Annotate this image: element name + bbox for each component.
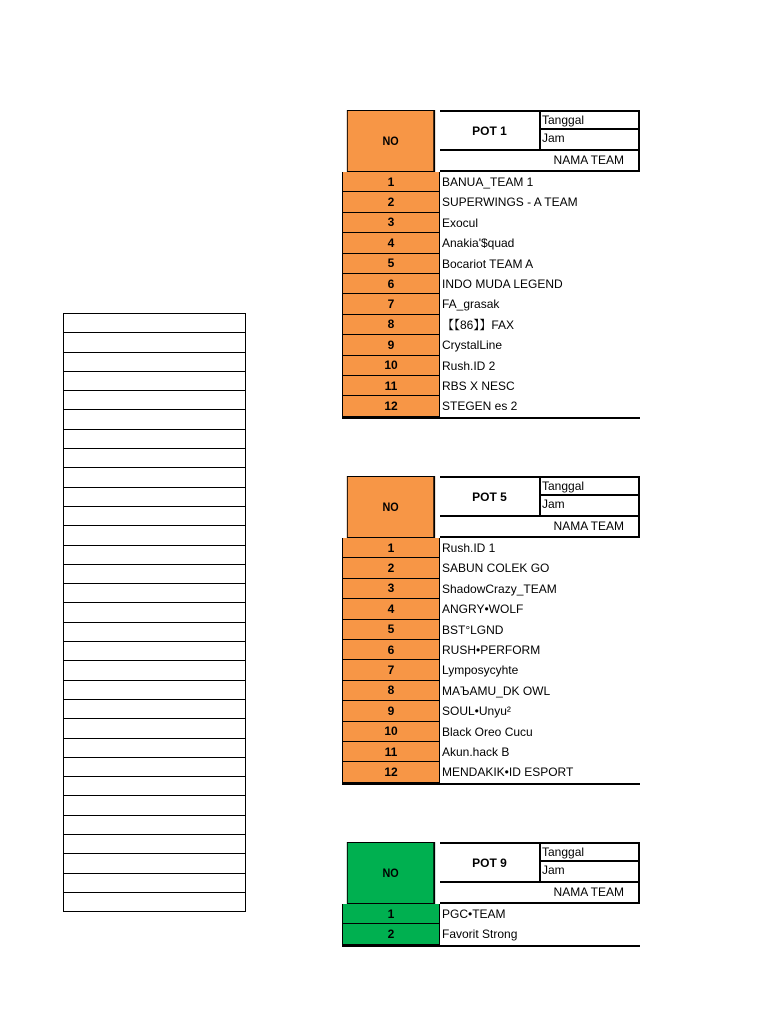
team-list [342, 172, 640, 419]
empty-grid-cell [64, 546, 245, 565]
empty-grid-cell [64, 739, 245, 758]
empty-grid-cell [64, 816, 245, 835]
table-row [342, 233, 640, 253]
row-number: 10 [342, 722, 440, 742]
pot-header [342, 110, 640, 172]
table-row [342, 762, 640, 782]
table-row [342, 274, 640, 294]
table-row [342, 742, 640, 762]
pot-title: POT 5 [440, 476, 539, 517]
pot-header [342, 476, 640, 538]
row-number: 5 [342, 254, 440, 274]
no-header: NO [347, 842, 435, 904]
row-number: 4 [342, 233, 440, 253]
empty-grid-cell [64, 584, 245, 603]
jam-label: Jam [539, 130, 640, 151]
team-list [342, 538, 640, 785]
table-row [342, 192, 640, 212]
tanggal-label: Tanggal [539, 110, 640, 130]
team-name: Anakia'$quad [442, 236, 515, 251]
row-number: 1 [342, 172, 440, 192]
pot-header [342, 842, 640, 904]
row-number: 11 [342, 376, 440, 396]
empty-grid-cell [64, 333, 245, 352]
team-name: ShadowCrazy_TEAM [442, 581, 557, 596]
team-name: Lymposycyhte [442, 663, 519, 678]
team-name: STEGEN es 2 [442, 399, 518, 414]
empty-grid [63, 313, 246, 912]
empty-grid-cell [64, 468, 245, 487]
empty-grid-cell [64, 835, 245, 854]
table-row [342, 924, 640, 944]
no-header: NO [347, 110, 435, 172]
empty-grid-cell [64, 874, 245, 893]
table-row [342, 620, 640, 640]
team-name: BST°LGND [442, 622, 504, 637]
row-number: 1 [342, 538, 440, 558]
row-number: 7 [342, 660, 440, 680]
team-name: Black Oreo Cucu [442, 724, 533, 739]
row-number: 4 [342, 599, 440, 619]
nama-team-header: NAMA TEAM [440, 151, 640, 172]
table-row [342, 681, 640, 701]
table-row [342, 558, 640, 578]
team-name: PGC•TEAM [442, 907, 506, 921]
team-name: Favorit Strong [442, 927, 518, 942]
team-name: MAЪAMU_DK OWL [442, 683, 551, 698]
table-row [342, 904, 640, 924]
table-row [342, 213, 640, 233]
table-row [342, 722, 640, 742]
team-name: SABUN COLEK GO [442, 561, 550, 576]
nama-team-header: NAMA TEAM [440, 517, 640, 538]
no-header: NO [347, 476, 435, 538]
row-number: 10 [342, 356, 440, 376]
jam-label: Jam [539, 496, 640, 517]
empty-grid-cell [64, 603, 245, 622]
team-name: FA_grasak [442, 297, 500, 312]
table-row [342, 315, 640, 335]
row-number: 3 [342, 579, 440, 599]
team-name: RBS X NESC [442, 378, 515, 393]
team-name: RUSH•PERFORM [442, 642, 541, 657]
team-name: Rush.ID 1 [442, 541, 496, 555]
table-row [342, 335, 640, 355]
empty-grid-cell [64, 410, 245, 429]
team-name: SOUL•Unyu² [442, 704, 511, 719]
empty-grid-cell [64, 526, 245, 545]
empty-grid-cell [64, 314, 245, 333]
empty-grid-cell [64, 391, 245, 410]
table-row [342, 538, 640, 558]
empty-grid-cell [64, 719, 245, 738]
row-number: 12 [342, 762, 440, 782]
team-name: BANUA_TEAM 1 [442, 175, 534, 189]
table-row [342, 396, 640, 416]
empty-grid-cell [64, 796, 245, 815]
team-name: Akun.hack B [442, 744, 510, 759]
pot-9-table [342, 842, 640, 947]
nama-team-header: NAMA TEAM [440, 883, 640, 904]
team-name: Rush.ID 2 [442, 358, 496, 373]
empty-grid-cell [64, 758, 245, 777]
team-name: 【【86】】FAX [442, 317, 515, 332]
team-name: Bocariot TEAM A [442, 256, 534, 271]
empty-grid-cell [64, 565, 245, 584]
row-number: 11 [342, 742, 440, 762]
team-list [342, 904, 640, 947]
empty-grid-cell [64, 893, 245, 912]
empty-grid-cell [64, 777, 245, 796]
team-name: SUPERWINGS - A TEAM [442, 195, 578, 210]
empty-grid-cell [64, 488, 245, 507]
table-row [342, 599, 640, 619]
row-number: 5 [342, 620, 440, 640]
table-row [342, 172, 640, 192]
table-row [342, 701, 640, 721]
empty-grid-cell [64, 430, 245, 449]
row-number: 2 [342, 924, 440, 944]
row-number: 3 [342, 213, 440, 233]
pot-1-table [342, 110, 640, 419]
pot-title: POT 1 [440, 110, 539, 151]
tanggal-label: Tanggal [539, 476, 640, 496]
row-number: 8 [342, 681, 440, 701]
table-row [342, 254, 640, 274]
empty-grid-cell [64, 372, 245, 391]
table-row [342, 356, 640, 376]
row-number: 1 [342, 904, 440, 924]
empty-grid-cell [64, 507, 245, 526]
team-name: CrystalLine [442, 338, 503, 353]
team-name: Exocul [442, 215, 479, 230]
empty-grid-cell [64, 642, 245, 661]
row-number: 6 [342, 640, 440, 660]
empty-grid-cell [64, 353, 245, 372]
row-number: 6 [342, 274, 440, 294]
row-number: 8 [342, 315, 440, 335]
table-row [342, 640, 640, 660]
table-row [342, 294, 640, 314]
empty-grid-cell [64, 854, 245, 873]
row-number: 7 [342, 294, 440, 314]
table-row [342, 376, 640, 396]
team-name: INDO MUDA LEGEND [442, 276, 563, 291]
tanggal-label: Tanggal [539, 842, 640, 862]
team-name: MENDAKIK•ID ESPORT [442, 765, 574, 780]
row-number: 9 [342, 335, 440, 355]
empty-grid-cell [64, 700, 245, 719]
row-number: 2 [342, 558, 440, 578]
team-name: ANGRY•WOLF [442, 602, 524, 617]
empty-grid-cell [64, 681, 245, 700]
jam-label: Jam [539, 862, 640, 883]
row-number: 2 [342, 192, 440, 212]
empty-grid-cell [64, 661, 245, 680]
table-row [342, 579, 640, 599]
empty-grid-cell [64, 623, 245, 642]
row-number: 12 [342, 396, 440, 416]
pot-5-table [342, 476, 640, 785]
row-number: 9 [342, 701, 440, 721]
empty-grid-cell [64, 449, 245, 468]
pot-title: POT 9 [440, 842, 539, 883]
table-row [342, 660, 640, 680]
